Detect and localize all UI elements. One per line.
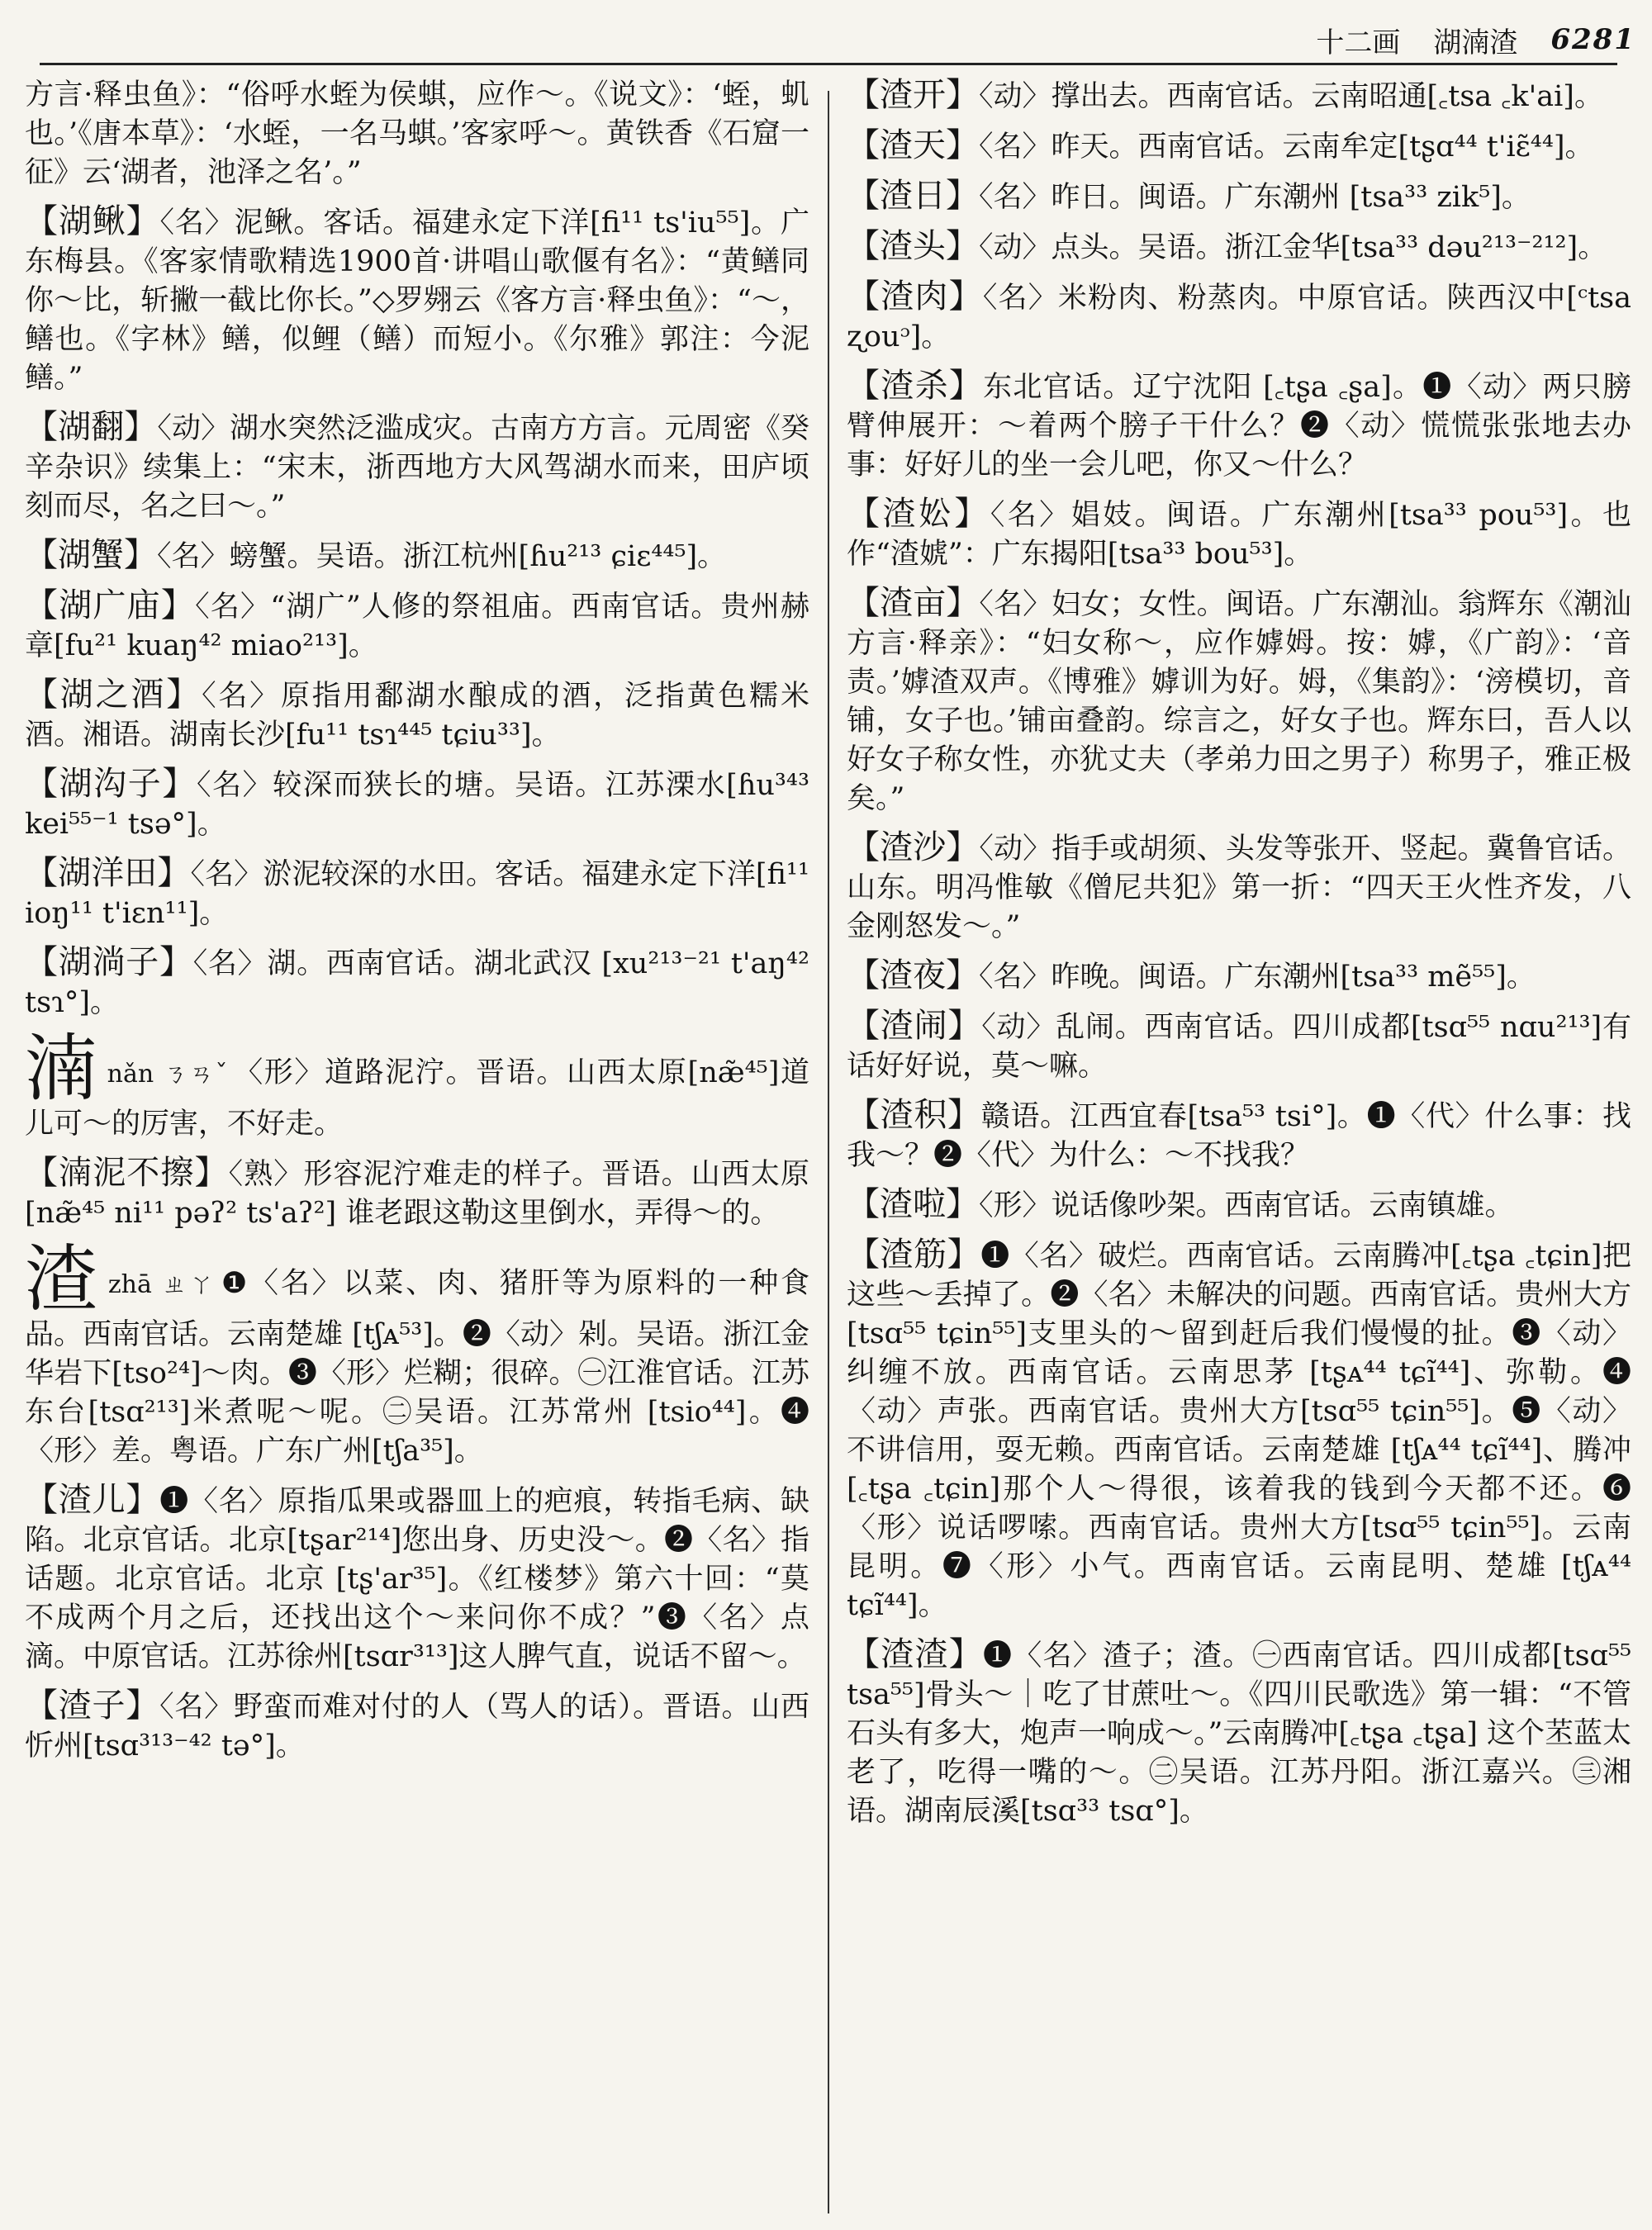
entry-headword: 【渣头】	[847, 227, 979, 265]
entry-headword: 【渣子】	[25, 1687, 160, 1725]
entry-headword: 【渣积】	[847, 1096, 981, 1134]
entry-headword: 【渣闹】	[847, 1007, 982, 1045]
stroke-count: 十二画	[1316, 26, 1401, 59]
dictionary-entry	[25, 408, 809, 526]
entry-body: 〈动〉湖水突然泛滥成灾。古南方方言。元周密《癸辛杂识》续集上：“宋末，浙西地方大风驾湖水而来，田庐顷刻而尽，名之曰～。”	[25, 412, 809, 523]
entry-body: 〈名〉昨日。闽语。广东潮州 [tsa³³ zik⁵]。	[979, 181, 1531, 214]
entry-body: 〈名〉野蛮而难对付的人（骂人的话）。晋语。山西忻州[tsɑ³¹³⁻⁴² tə°]。	[25, 1691, 809, 1763]
dictionary-entry	[25, 1154, 809, 1233]
dictionary-entry	[847, 227, 1631, 268]
entry-body: 〈名〉泥鳅。客话。福建永定下洋[fi¹¹ ts'iu⁵⁵]。广东梅县。《客家情歌精选1900首·讲唱山歌偃有名》：“黄鳝同你～比，斩撇一截比你长。”◇罗翙云《客方言·释虫鱼》：“～，鳝也。《字林》鳝，似鲤（鳝）而短小。《尔雅》郭注：今泥鳝。”	[25, 206, 809, 395]
entry-body: 〈名〉淤泥较深的水田。客话。福建永定下洋[fi¹¹ ioŋ¹¹ t'iɛn¹¹]。	[25, 858, 809, 930]
dictionary-entry	[847, 367, 1631, 485]
dictionary-entry	[847, 584, 1631, 818]
dictionary-entry	[847, 495, 1631, 574]
entry-headword: 【渣亩】	[847, 584, 980, 622]
entry-headword: 【湖之酒】	[25, 676, 202, 714]
entry-body: 〈名〉米粉肉、粉蒸肉。中原官话。陕西汉中[ᶜtsa ʐouᵓ]。	[847, 282, 1632, 353]
right-column	[847, 76, 1631, 1841]
dictionary-entry	[25, 676, 809, 755]
entry-body: 〈名〉原指用鄱湖水酿成的酒，泛指黄色糯米酒。湘语。湖南长沙[fu¹¹ tsɿ⁴⁴⁵ tɕiu³³]。	[25, 680, 809, 752]
entry-body: 〈名〉“湖广”人修的祭祖庙。西南官话。贵州赫章[fu²¹ kuaŋ⁴² miao²¹³]。	[25, 591, 810, 662]
entry-headword: 【渣啦】	[847, 1185, 979, 1223]
header-rule	[40, 63, 1617, 65]
entry-body: 〈形〉道路泥泞。晋语。山西太原[næ̃⁴⁵]道儿可～的厉害，不好走。	[25, 1056, 809, 1141]
dictionary-entry	[847, 278, 1631, 357]
entry-headword: 【湖鳅】	[25, 202, 160, 240]
dictionary-entry	[847, 1236, 1631, 1625]
entry-body: 〈名〉昨晚。闽语。广东潮州[tsa³³ mẽ⁵⁵]。	[979, 961, 1536, 994]
entry-body: ❶〈名〉渣子；渣。㊀西南官话。四川成都[tsɑ⁵⁵ tsa⁵⁵]骨头～｜吃了甘蔗吐～。《四川民歌选》第一辑：“不管石头有多大，炮声一响成～。”云南腾冲[꜀tʂa ꜀tʂa] 这个苤蓝太老了，吃得一嘴的～。㊁吴语。江苏丹阳。浙江嘉兴。㊂湘语。湖南辰溪[tsɑ³³ tsɑ°]。	[847, 1639, 1632, 1828]
entry-body: 〈动〉点头。吴语。浙江金华[tsa³³ dəu²¹³⁻²¹²]。	[979, 231, 1607, 264]
entry-headword: 【渣儿】	[25, 1481, 160, 1519]
entry-headword: 【渣沙】	[847, 828, 980, 866]
entry-pinyin: nǎn ㄋㄢˇ	[107, 1060, 230, 1089]
left-column	[25, 76, 809, 1776]
page-header	[1173, 15, 1635, 64]
entry-body: 〈名〉较深而狭长的塘。吴语。江苏溧水[ɦu³⁴³ kei⁵⁵⁻¹ tsə°]。	[25, 769, 809, 841]
column-divider	[828, 91, 829, 2213]
entry-headword: 【渣肉】	[847, 278, 983, 316]
entry-headword: 【渣杀】	[847, 367, 984, 405]
entry-body: 东北官话。辽宁沈阳 [꜀tʂa ꜀ʂa]。❶〈动〉两只膀臂伸展开：～着两个膀子干什么？❷〈动〉慌慌张张地去办事：好好儿的坐一会儿吧，你又～什么？	[847, 371, 1632, 482]
entry-body: 方言·释虫鱼》：“俗呼水蛭为侯蜞，应作～。《说文》：‘蛭，虮也。’《唐本草》：‘水蛭，一名马蜞。’客家呼～。黄铁香《石窟一征》云‘湖者，池泽之名’。”	[25, 78, 809, 189]
entry-body: 〈名〉妇女；女性。闽语。广东潮汕。翁辉东《潮汕方言·释亲》：“妇女称～，应作嫭姆。按：嫭，《广韵》：‘音责。’嫭渣双声。《博雅》嫭训为好。姆，《集韵》：‘滂模切，音铺，女子也。’铺亩叠韵。综言之，好女子也。辉东曰，吾人以好女子称女性，亦犹丈夫（孝弟力田之男子）称男子，雅正极矣。”	[847, 588, 1631, 815]
entry-body: 〈动〉乱闹。西南官话。四川成都[tsɑ⁵⁵ nɑu²¹³]有话好好说，莫～嘛。	[847, 1011, 1632, 1083]
dictionary-entry	[847, 1185, 1631, 1226]
entry-headword: 【渣夜】	[847, 956, 979, 994]
entry-headword: 【湳泥不擦】	[25, 1154, 229, 1192]
entry-headword: 【渣日】	[847, 177, 979, 215]
entry-headword: 【渣天】	[847, 126, 979, 164]
entry-headword: 【湖广庙】	[25, 586, 196, 624]
entry-headword: 【湖蟹】	[25, 536, 157, 574]
entry-body: 〈名〉娼妓。闽语。广东潮州[tsa³³ pou⁵³]。也作“渣婋”：广东揭阳[tsa³³ bou⁵³]。	[847, 499, 1631, 571]
entry-headword: 【渣开】	[847, 76, 979, 114]
dictionary-entry	[25, 76, 809, 192]
entry-character: 湳	[25, 1026, 99, 1111]
dictionary-entry	[25, 765, 809, 844]
entry-body: 〈名〉湖。西南官话。湖北武汉 [xu²¹³⁻²¹ t'aŋ⁴² tsɿ°]。	[25, 947, 809, 1019]
dictionary-entry	[25, 1481, 809, 1677]
entry-body: 〈动〉指手或胡须、头发等张开、竖起。冀鲁官话。山东。明冯惟敏《僧尼共犯》第一折：“四天王火性齐发，八金刚怒发～。”	[847, 833, 1631, 943]
entry-body: ❶〈名〉原指瓜果或器皿上的疤痕，转指毛病、缺陷。北京官话。北京[tʂar²¹⁴]您出身、历史没～。❷〈名〉指话题。北京官话。北京 [tʂ'ar³⁵]。《红楼梦》第六十回：“莫不成两个月之后，还找出这个～来问你不成？”❸〈名〉点滴。中原官话。江苏徐州[tsɑr³¹³]这人脾气直，说话不留～。	[25, 1485, 809, 1673]
dictionary-entry	[847, 177, 1631, 217]
entry-body: 〈熟〉形容泥泞难走的样子。晋语。山西太原[næ̃⁴⁵ ni¹¹ pəʔ² ts'aʔ²] 谁老跟这勒这里倒水，弄得～的。	[25, 1158, 809, 1230]
dictionary-entry	[847, 1096, 1631, 1175]
dictionary-entry	[847, 126, 1631, 167]
dictionary-entry	[847, 956, 1631, 997]
entry-body: 赣语。江西宜春[tsa⁵³ tsi°]。❶〈代〉什么事：找我～？❷〈代〉为什么：～不找我？	[847, 1100, 1632, 1172]
dictionary-entry	[25, 943, 809, 1022]
dictionary-entry	[25, 202, 809, 398]
entry-body: ❶〈名〉以菜、肉、猪肝等为原料的一种食品。西南官话。云南楚雄 [tʃᴀ⁵³]。❷〈动〉剁。吴语。浙江金华岩下[tso²⁴]～肉。❸〈形〉烂糊；很碎。㊀江淮官话。江苏东台[tsɑ²¹³]米煮呢～呢。㊁吴语。江苏常州 [tsio⁴⁴]。❹〈形〉差。粤语。广东广州[tʃa³⁵]。	[25, 1267, 809, 1468]
dictionary-entry	[847, 1007, 1631, 1086]
dictionary-entry	[25, 1026, 809, 1144]
entry-body: 〈名〉螃蟹。吴语。浙江杭州[ɦu²¹³ ɕiɛ⁴⁴⁵]。	[157, 540, 727, 573]
dictionary-entry	[25, 536, 809, 576]
entry-body: 〈形〉说话像吵架。西南官话。云南镇雄。	[979, 1189, 1514, 1222]
dictionary-entry	[25, 1687, 809, 1766]
dictionary-entry	[847, 1635, 1631, 1831]
entry-body: 〈动〉撑出去。西南官话。云南昭通[꜀tsa ꜀k'ai]。	[979, 80, 1603, 113]
entry-headword: 【渣渣】	[847, 1635, 984, 1673]
entry-headword: 【湖沟子】	[25, 765, 197, 803]
dictionary-entry	[25, 1236, 809, 1471]
entry-headword: 【湖淌子】	[25, 943, 193, 981]
entry-body: ❶〈名〉破烂。西南官话。云南腾冲[꜀tʂa ꜀tɕin]把这些～丢掉了。❷〈名〉未解决的问题。西南官话。贵州大方 [tsɑ⁵⁵ tɕin⁵⁵]支里头的～留到赶后我们慢慢的扯。❸〈动〉纠缠不放。西南官话。云南思茅 [tʂᴀ⁴⁴ tɕĩ⁴⁴]、弥勒。❹〈动〉声张。西南官话。贵州大方[tsɑ⁵⁵ tɕin⁵⁵]。❺〈动〉不讲信用，耍无赖。西南官话。云南楚雄 [tʃᴀ⁴⁴ tɕĩ⁴⁴]、腾冲[꜀tʂa ꜀tɕin]那个人～得很，该着我的钱到今天都不还。❻〈形〉说话啰嗦。西南官话。贵州大方[tsɑ⁵⁵ tɕin⁵⁵]。云南昆明。❼〈形〉小气。西南官话。云南昆明、楚雄 [tʃᴀ⁴⁴ tɕĩ⁴⁴]。	[847, 1240, 1632, 1622]
entry-body: 〈名〉昨天。西南官话。云南牟定[tʂɑ⁴⁴ t'iɛ̃⁴⁴]。	[979, 130, 1594, 164]
entry-character: 渣	[25, 1236, 100, 1321]
dictionary-entry	[847, 828, 1631, 947]
entry-headword: 【湖洋田】	[25, 854, 191, 892]
entry-pinyin: zhā ㄓㄚ	[107, 1270, 216, 1299]
entry-headword: 【湖翻】	[25, 408, 158, 446]
entry-headword: 【渣筋】	[847, 1236, 981, 1274]
entry-headword: 【渣妐】	[847, 495, 990, 533]
dictionary-entry	[847, 76, 1631, 116]
header-chars: 湖湳渣	[1433, 26, 1518, 59]
dictionary-entry	[25, 854, 809, 933]
dictionary-entry	[25, 586, 809, 666]
page-number: 6281	[1550, 23, 1635, 56]
